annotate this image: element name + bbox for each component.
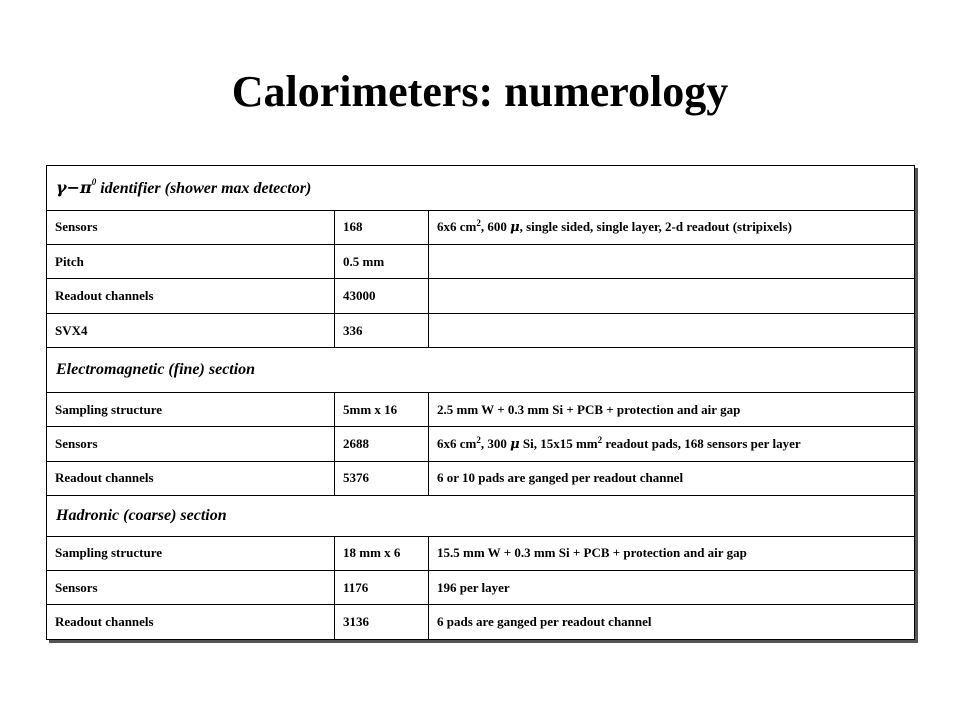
desc-superscript: 2 bbox=[476, 434, 481, 445]
table-row bbox=[47, 244, 915, 278]
gamma-symbol: γ bbox=[56, 177, 67, 197]
row-name: Readout channels bbox=[47, 605, 335, 640]
row-value: 1176 bbox=[335, 571, 429, 605]
section-header-em bbox=[47, 348, 915, 393]
table-row bbox=[47, 536, 915, 570]
table-row bbox=[47, 461, 915, 495]
row-value: 168 bbox=[335, 210, 429, 244]
row-description bbox=[429, 210, 915, 244]
desc-part: , 300 bbox=[480, 435, 511, 451]
row-value: 3136 bbox=[335, 605, 429, 640]
row-description: 15.5 mm W + 0.3 mm Si + PCB + protection and air gap bbox=[429, 536, 915, 570]
row-value: 43000 bbox=[335, 279, 429, 313]
numerology-table-container bbox=[46, 165, 915, 640]
section-title-hadronic: Hadronic (coarse) section bbox=[47, 496, 915, 537]
section-label-gamma: identifier (shower max detector) bbox=[96, 179, 312, 197]
numerology-table bbox=[46, 165, 915, 640]
desc-part: Si, 15x15 mm bbox=[519, 435, 598, 451]
row-name: Sensors bbox=[47, 427, 335, 461]
row-description: 6 pads are ganged per readout channel bbox=[429, 605, 915, 640]
row-value: 5mm x 16 bbox=[335, 392, 429, 426]
table-row bbox=[47, 279, 915, 313]
desc-part: , 600 bbox=[480, 219, 511, 235]
row-name: Pitch bbox=[47, 244, 335, 278]
row-value: 18 mm x 6 bbox=[335, 536, 429, 570]
table-row bbox=[47, 571, 915, 605]
desc-part: readout pads, 168 sensors per layer bbox=[602, 435, 801, 451]
table-row bbox=[47, 427, 915, 461]
table-row bbox=[47, 392, 915, 426]
row-value: 5376 bbox=[335, 461, 429, 495]
pi-symbol: π bbox=[79, 177, 92, 197]
row-name: Sensors bbox=[47, 210, 335, 244]
row-description: 6 or 10 pads are ganged per readout channel bbox=[429, 461, 915, 495]
row-description bbox=[429, 244, 915, 278]
row-value: 336 bbox=[335, 313, 429, 347]
row-name: Readout channels bbox=[47, 461, 335, 495]
row-description: 2.5 mm W + 0.3 mm Si + PCB + protection and air gap bbox=[429, 392, 915, 426]
desc-superscript: 2 bbox=[476, 218, 481, 229]
dash-symbol: − bbox=[66, 177, 80, 197]
row-description bbox=[429, 279, 915, 313]
slide-title: Calorimeters: numerology bbox=[231, 67, 729, 116]
desc-superscript: 2 bbox=[597, 434, 603, 445]
pi-superscript: 0 bbox=[91, 176, 97, 187]
desc-part: 6x6 cm bbox=[437, 219, 477, 235]
table-row bbox=[47, 210, 915, 244]
mu-symbol: μ bbox=[510, 220, 520, 236]
table-row bbox=[47, 605, 915, 640]
row-value: 0.5 mm bbox=[335, 244, 429, 278]
row-name: SVX4 bbox=[47, 313, 335, 347]
row-name: Sampling structure bbox=[47, 536, 335, 570]
desc-part: , single sided, single layer, 2-d readout (stripixels) bbox=[519, 219, 792, 235]
row-name: Sampling structure bbox=[47, 392, 335, 426]
section-header-gamma-pi0 bbox=[47, 166, 915, 211]
section-title-gamma-pi0 bbox=[47, 166, 915, 211]
row-name: Sensors bbox=[47, 571, 335, 605]
row-description bbox=[429, 313, 915, 347]
row-description: 196 per layer bbox=[429, 571, 915, 605]
table-row bbox=[47, 313, 915, 347]
row-description bbox=[429, 427, 915, 461]
desc-part: 6x6 cm bbox=[437, 435, 477, 451]
row-value: 2688 bbox=[335, 427, 429, 461]
section-title-em: Electromagnetic (fine) section bbox=[47, 348, 915, 393]
mu-symbol: μ bbox=[510, 436, 520, 452]
section-header-hadronic bbox=[47, 496, 915, 537]
row-name: Readout channels bbox=[47, 279, 335, 313]
